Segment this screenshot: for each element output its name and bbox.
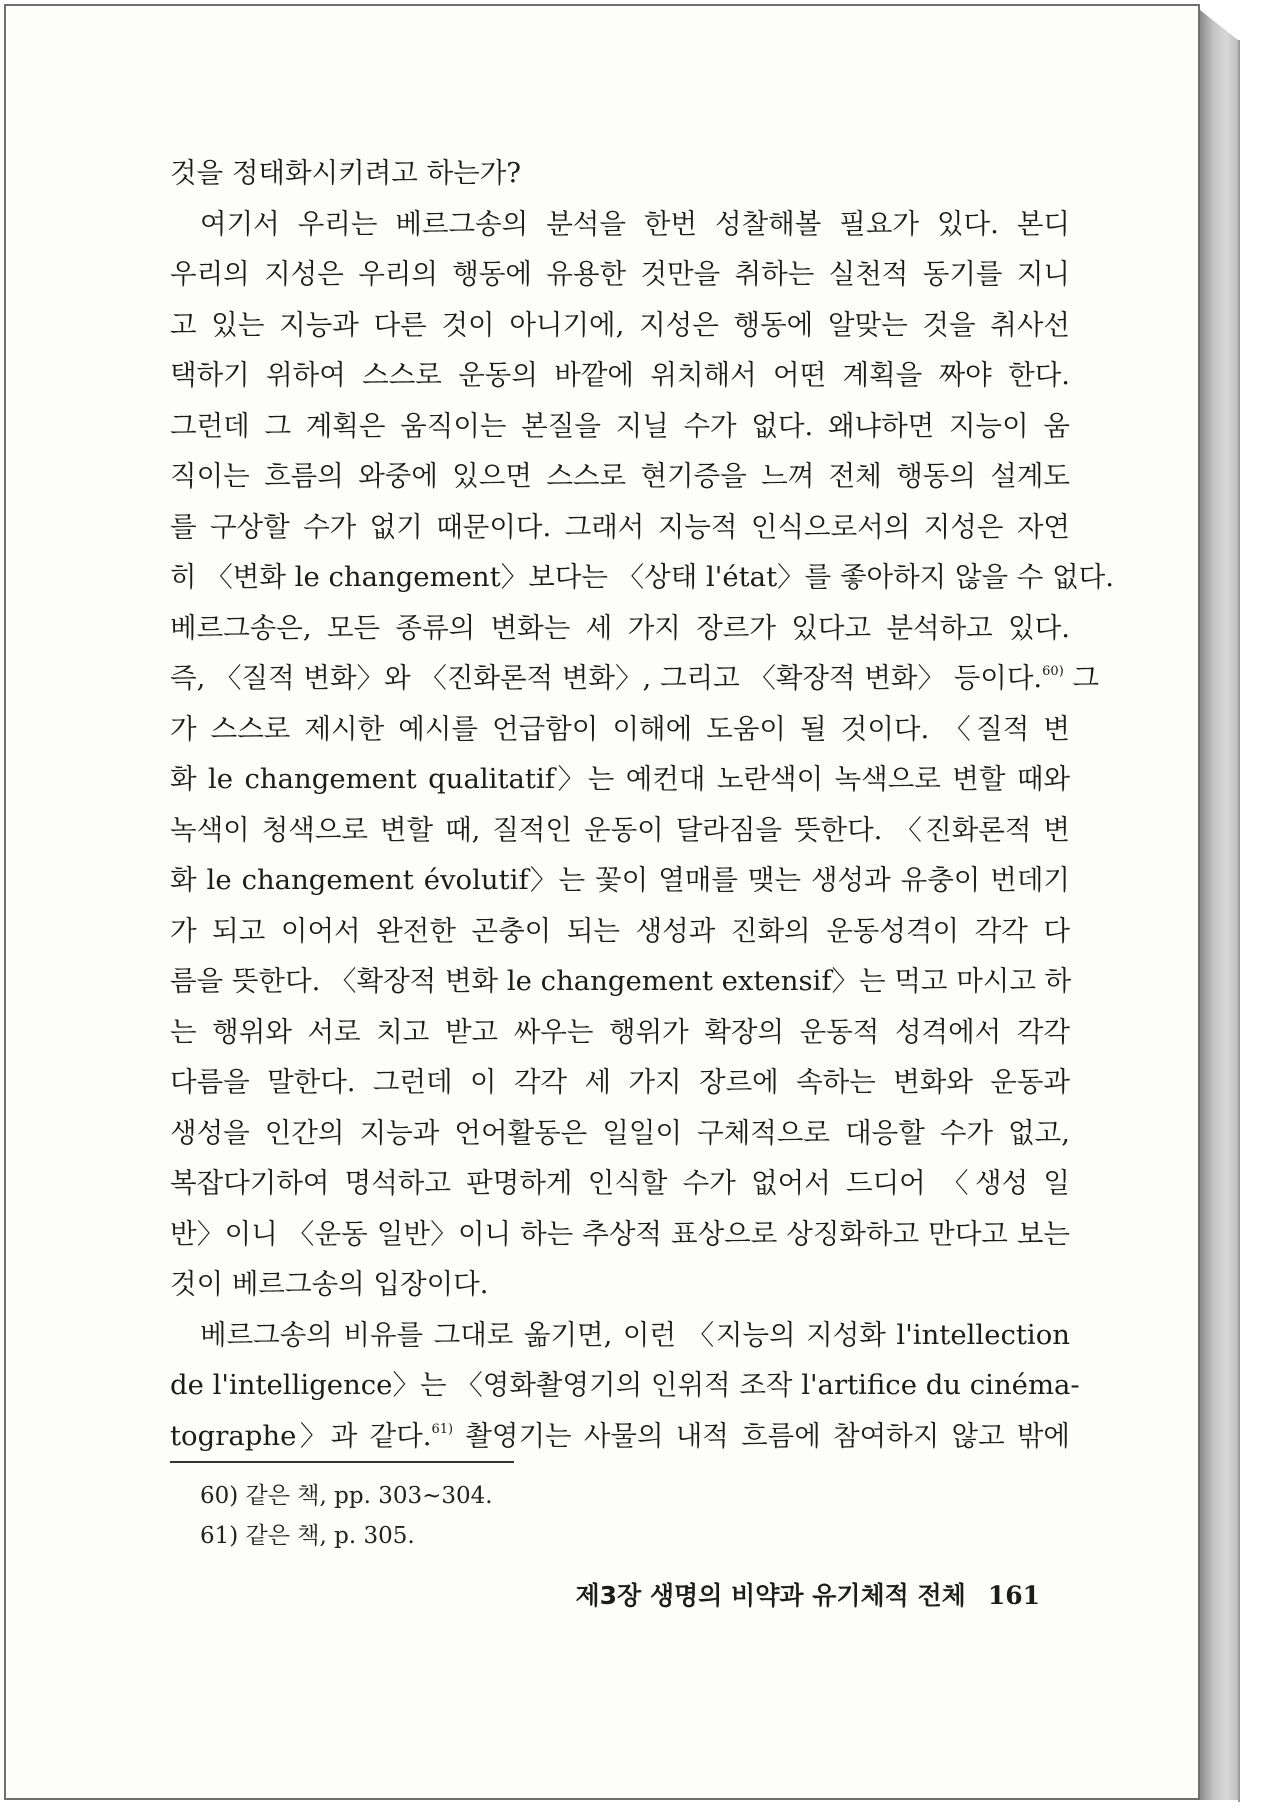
text-line-main: 가 스스로 제시한 예시를 언급함이 이해에 도움이 될 것이다. 〈질적 변: [170, 712, 1070, 745]
text-line-continuation: 촬영기는 사물의 내적 흐름에 참여하지 않고 밖에: [453, 1419, 1070, 1452]
text-line: [170, 603, 1070, 654]
text-line-main: de l'intelligence〉는 〈영화촬영기의 인위적 조작 l'artifice du cinéma-: [170, 1369, 1080, 1401]
text-line-main: 반〉이니 〈운동 일반〉이니 하는 추상적 표상으로 상징화하고 만다고 보는: [170, 1217, 1070, 1250]
page-number: 161: [987, 1581, 1040, 1610]
text-line: [170, 704, 1070, 755]
text-line: [170, 401, 1070, 452]
text-line-main: 복잡다기하여 명석하고 판명하게 인식할 수가 없어서 드디어 〈생성 일: [170, 1167, 1070, 1199]
text-line: [170, 552, 1114, 603]
text-line-main: 그런데 그 계획은 움직이는 본질을 지닐 수가 없다. 왜냐하면 지능이 움: [170, 409, 1070, 442]
running-title: 제3장 생명의 비약과 유기체적 전체: [575, 1581, 966, 1610]
text-line: [170, 754, 1070, 805]
text-line: [170, 855, 1070, 906]
footnotes: [200, 1476, 493, 1556]
text-line-main: 고 있는 지능과 다른 것이 아니기에, 지성은 행동에 알맞는 것을 취사선: [170, 308, 1070, 341]
text-line-main: 름을 뜻한다. 〈확장적 변화 le changement extensif〉는 먹고 마시고 하: [170, 965, 1072, 997]
text-line-main: 다름을 말한다. 그런데 이 각각 세 가지 장르에 속하는 변화와 운동과: [170, 1066, 1070, 1098]
text-line-continuation: 그: [1063, 662, 1100, 694]
text-line: [170, 148, 1070, 199]
text-line: [170, 1007, 1070, 1058]
footnote-marker: 60): [1042, 664, 1064, 679]
text-line-main: 화 le changement évolutif〉는 꽃이 열매를 맺는 생성과 유충이 번데기: [170, 864, 1070, 896]
text-line-main: 히 〈변화 le changement〉보다는 〈상태 l'état〉를 좋아하지 않을 수 없다.: [170, 561, 1114, 593]
text-line: [170, 1158, 1070, 1209]
text-line-main: 를 구상할 수가 없기 때문이다. 그래서 지능적 인식으로서의 지성은 자연: [170, 510, 1070, 543]
text-line: [170, 1411, 1070, 1462]
text-line-main: 베르그송의 비유를 그대로 옮기면, 이런 〈지능의 지성화 l'intellection: [200, 1318, 1070, 1351]
text-line: [170, 350, 1070, 401]
text-line: [170, 1108, 1070, 1159]
text-line: [170, 249, 1070, 300]
text-line-main: tographe〉과 같다.: [170, 1419, 432, 1452]
text-line-main: 즉, 〈질적 변화〉와 〈진화론적 변화〉, 그리고 〈확장적 변화〉 등이다.: [170, 662, 1043, 694]
text-line: [170, 1259, 1070, 1310]
text-line: [170, 451, 1070, 502]
text-line: [170, 1209, 1070, 1260]
body-text: [170, 148, 1114, 1461]
footnote-60: 60) 같은 책, pp. 303~304.: [200, 1483, 493, 1509]
footnote-rule: [170, 1461, 514, 1463]
text-line-main: 것이 베르그송의 입장이다.: [170, 1268, 489, 1300]
text-line: [170, 805, 1070, 856]
text-line-main: 는 행위와 서로 치고 받고 싸우는 행위가 확장의 운동적 성격에서 각각: [170, 1015, 1070, 1048]
text-line-main: 여기서 우리는 베르그송의 분석을 한번 성찰해볼 필요가 있다. 본디: [200, 207, 1070, 240]
text-line: [170, 300, 1070, 351]
text-line-main: 녹색이 청색으로 변할 때, 질적인 운동이 달라짐을 뜻한다. 〈진화론적 변: [170, 813, 1070, 846]
page-stack-border: [1238, 40, 1240, 1802]
text-line-main: 가 되고 이어서 완전한 곤충이 되는 생성과 진화의 운동성격이 각각 다: [170, 914, 1070, 947]
text-line: [170, 956, 1070, 1007]
text-line-main: 직이는 흐름의 와중에 있으면 스스로 현기증을 느껴 전체 행동의 설계도: [170, 460, 1070, 492]
text-line-main: 택하기 위하여 스스로 운동의 바깥에 위치해서 어떤 계획을 짜야 한다.: [170, 359, 1070, 391]
footnote-61: 61) 같은 책, p. 305.: [200, 1523, 415, 1549]
text-line: [170, 502, 1070, 553]
text-line: [170, 1057, 1070, 1108]
text-line-main: 생성을 인간의 지능과 언어활동은 일일이 구체적으로 대응할 수가 없고,: [170, 1116, 1070, 1149]
page-stack-edge: [1200, 10, 1238, 1800]
text-line: [170, 653, 1100, 704]
text-line-main: 것을 정태화시키려고 하는가?: [170, 157, 522, 189]
text-line-main: 우리의 지성은 우리의 행동에 유용한 것만을 취하는 실천적 동기를 지니: [170, 258, 1070, 290]
footnote-marker: 61): [431, 1421, 454, 1437]
running-footer: [560, 1576, 1040, 1612]
text-line-main: 화 le changement qualitatif〉는 예컨대 노란색이 녹색으로 변할 때와: [170, 763, 1070, 795]
text-line: [170, 199, 1070, 250]
text-line: [170, 906, 1070, 957]
text-line: [170, 1360, 1080, 1411]
text-line: [170, 1310, 1070, 1361]
text-line-main: 베르그송은, 모든 종류의 변화는 세 가지 장르가 있다고 분석하고 있다.: [170, 611, 1070, 644]
